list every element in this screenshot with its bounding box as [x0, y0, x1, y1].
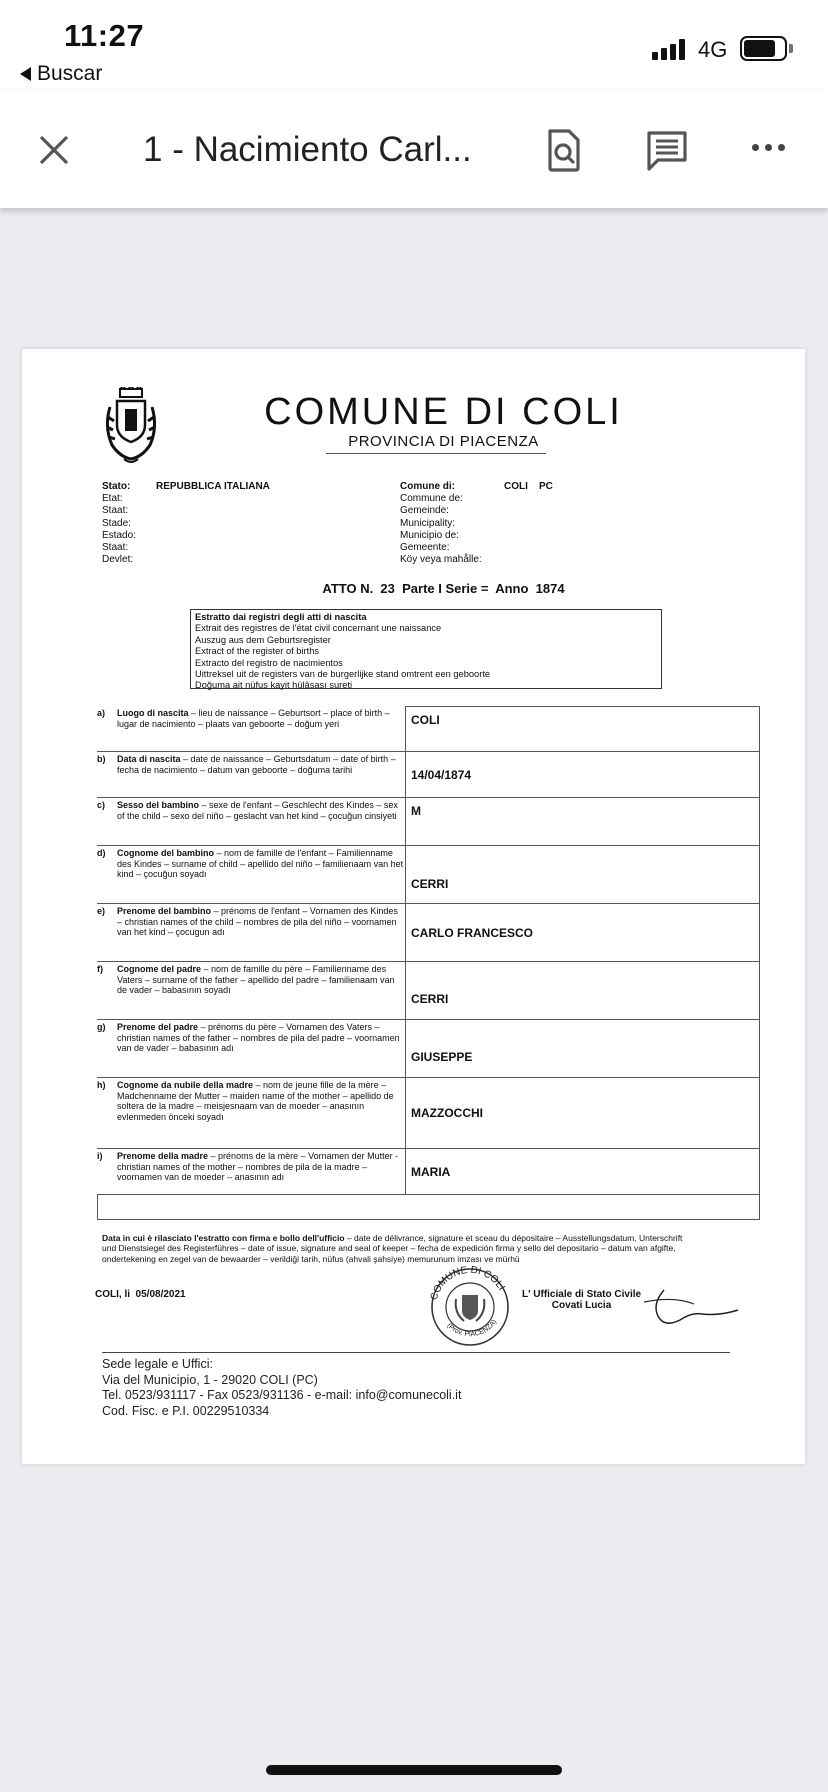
comune-title: COMUNE DI COLI	[264, 391, 623, 433]
field-row-sesso: c) Sesso del bambino – sexe de l'enfant – Geschlecht des Kindes – sex of the child – sexo del niño – geslacht van het kind – çocuğun cinsiyeti M	[97, 798, 760, 846]
status-time: 11:27	[64, 18, 145, 53]
svg-text:(Prov. PIACENZA): (Prov. PIACENZA)	[445, 1318, 499, 1339]
field-value: COLI	[405, 706, 760, 751]
field-row-prenome-padre: g) Prenome del padre – prénoms du père – Vornamen des Vaters – christian names of the father – nombres de pila del padre – voornamen van de vader – babasının adı GIUSEPPE	[97, 1020, 760, 1078]
comune-seal-stamp	[424, 1265, 516, 1347]
field-row-luogo: a) Luogo di nascita – lieu de naissance – Geburtsort – place of birth – lugar de nacimiento – plaats van geboorte – doğum yeri COLI	[97, 706, 760, 752]
field-value: CERRI	[405, 846, 760, 903]
viewer-toolbar	[0, 90, 828, 208]
footer-divider	[102, 1352, 730, 1353]
birth-record-fields	[97, 706, 760, 1220]
home-indicator[interactable]	[266, 1765, 562, 1775]
place-date: COLI, li 05/08/2021	[95, 1289, 186, 1300]
find-in-document-icon[interactable]	[546, 128, 582, 172]
close-icon[interactable]	[38, 134, 70, 166]
comments-icon[interactable]	[646, 130, 688, 172]
stato-labels: Stato: Etat: Staat: Stade: Estado: Staat: Devlet:	[102, 481, 136, 566]
comune-labels: Comune di: Commune de: Gemeinde: Municipality: Municipio de: Gemeente: Köy veya mahålle:	[400, 481, 482, 566]
field-value: GIUSEPPE	[405, 1020, 760, 1077]
back-to-app-link[interactable]	[20, 62, 102, 86]
field-value: CERRI	[405, 962, 760, 1019]
empty-row	[97, 1195, 760, 1220]
cellular-signal-icon	[652, 38, 685, 60]
document-title: 1 - Nacimiento Carl...	[143, 130, 472, 169]
battery-icon	[740, 36, 787, 61]
atto-heading: ATTO N. 23 Parte I Serie = Anno 1874	[322, 581, 565, 596]
field-row-prenome-bambino: e) Prenome del bambino – prénoms de l'enfant – Vornamen des Kindes – christian names of the child – nombres de pila del niño – voornamen van het kind – çocugun adı CARLO FRANCESCO	[97, 904, 760, 962]
more-options-icon[interactable]	[752, 144, 785, 151]
field-value: CARLO FRANCESCO	[405, 904, 760, 961]
provincia-subtitle: PROVINCIA DI PIACENZA	[348, 433, 539, 450]
status-bar	[0, 0, 828, 90]
field-value: 14/04/1874	[405, 752, 760, 797]
back-to-app-label: Buscar	[37, 62, 103, 85]
divider	[326, 453, 546, 454]
field-row-cognome-padre: f) Cognome del padre – nom de famille du père – Familienname des Vaters – surname of the father – apellido del padre – familienaam van de vader – babasının soyadı CERRI	[97, 962, 760, 1020]
field-row-cognome-madre: h) Cognome da nubile della madre – nom de jeune fille de la mère – Madchenname der Mutter – maiden name of the mother – apellido de soltera de la madre – meisjesnaam van de moeder – anasının evlenmeden önceki soyadı MAZZOCCHI	[97, 1078, 760, 1149]
field-row-prenome-madre: i) Prenome della madre – prénoms de la mère – Vornamen der Mutter - christian names of the mother – nombres de pila de la madre – voornamen van de moeder – anasının adı MARIA	[97, 1149, 760, 1195]
issue-note: Data in cui è rilasciato l'estratto con firma e bollo dell'ufficio – date de délivrance, signature et sceau du dépositaire – Ausstellungsdatum, Unterschrift und Dienstsiegel des Registerführes – date of issue, signature and seal of keeper – fecha de expedición firma y sello del depositario – datum van afgifte, ondertekening en zegel van de bewaarder – verildiği tarih, nüfus (ahvali şahsiye) memurunum imzası ve mürhü	[102, 1233, 683, 1264]
svg-text:COMUNE DI COLI: COMUNE DI COLI	[428, 1265, 507, 1302]
field-value: MAZZOCCHI	[405, 1078, 760, 1148]
comune-value: COLI PC	[504, 481, 553, 492]
battery-tip	[789, 44, 793, 53]
ufficiale-block: L' Ufficiale di Stato Civile Covati Lucia	[522, 1289, 642, 1311]
field-value: MARIA	[405, 1149, 760, 1194]
field-value: M	[405, 798, 760, 845]
extract-title-box: Estratto dai registri degli atti di nascita Extrait des registres de l'état civil concernant une naissance Auszug aus dem Geburtsregister Extract of the register of births Extracto del registro de nacimientos Uittreksel uit de registers van de burgerlijke stand omtrent een geboorte Doğuma ait nüfus kayit hülâsası sureti	[190, 609, 662, 689]
back-triangle-icon	[20, 67, 31, 81]
stato-value: REPUBBLICA ITALIANA	[156, 481, 270, 492]
handwritten-signature	[634, 1284, 744, 1334]
network-type: 4G	[698, 37, 728, 62]
field-row-data: b) Data di nascita – date de naissance – Geburtsdatum – date of birth – fecha de nacimiento – datum van geboorte – doğuma tarihi 14/04/1874	[97, 752, 760, 798]
document-page	[22, 349, 805, 1464]
office-footer: Sede legale e Uffici: Via del Municipio, 1 - 29020 COLI (PC) Tel. 0523/931117 - Fax 0523/931136 - e-mail: info@comunecoli.it Cod. Fisc. e P.I. 00229510334	[102, 1357, 462, 1418]
field-row-cognome-bambino: d) Cognome del bambino – nom de famille de l'enfant – Familienname des Kindes – surname of child – apellido del niño – familienaam van het kind – çocuğun soyadı CERRI	[97, 846, 760, 904]
